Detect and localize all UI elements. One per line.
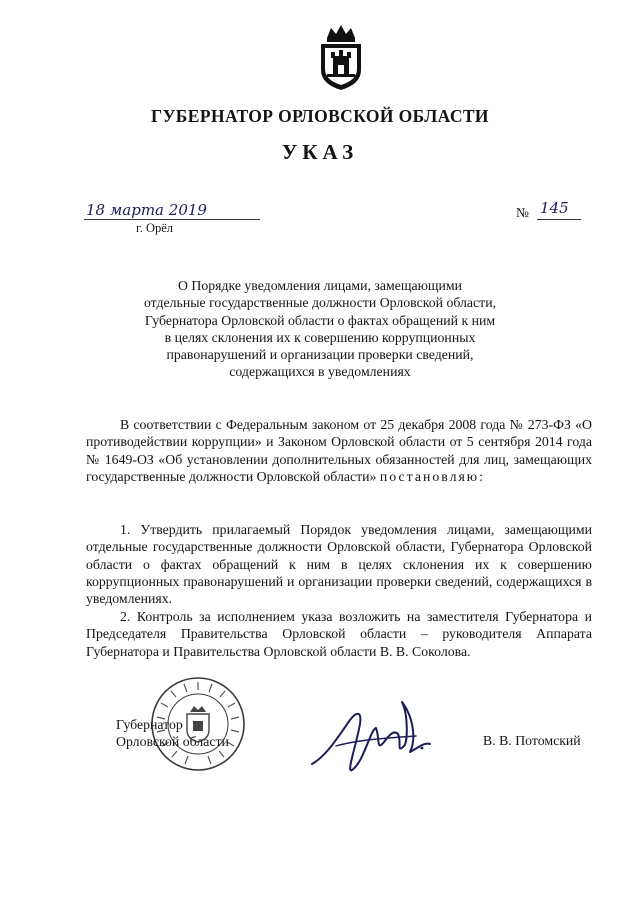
item-2-text: 2. Контроль за исполнением указа возложить на заместителя Губернатора и Председателя Правительства Орловской области – руководителя Аппарата Губернатора и Правительства Орловской области В. В. Соколова.	[86, 609, 592, 659]
position-line: Орловской области	[116, 734, 229, 750]
signatory-name: В. В. Потомский	[483, 733, 581, 748]
handwritten-date: 18 марта 2019	[86, 201, 207, 219]
issuer-title: ГУБЕРНАТОР ОРЛОВСКОЙ ОБЛАСТИ	[151, 106, 489, 126]
place-of-issue: г. Орёл	[136, 221, 174, 235]
date-underline	[84, 219, 260, 220]
decree-item-1	[86, 521, 592, 607]
preamble-text: В соответствии с Федеральным законом от 25 декабря 2008 года № 273-ФЗ «О противодействии коррупции» и Законом Орловской области от 5 сентября 2014 года № 1649-ОЗ «Об установлении дополнительных обязанностей для лиц, замещающих государственные должности Орловской области»	[86, 417, 592, 484]
signatory-position	[116, 716, 229, 751]
decree-keyword: постановляю:	[379, 468, 485, 484]
number-underline	[537, 219, 581, 220]
decree-item-2	[86, 608, 592, 660]
preamble-paragraph	[86, 416, 592, 485]
subject-line: отдельные государственные должности Орловской области,	[143, 295, 497, 311]
item-1-text: 1. Утвердить прилагаемый Порядок уведомления лицами, замещающими отдельные государственные должности Орловской области, Губернатора Орловской области о фактах обращений к ним в целях склонения их к совершению коррупционных правонарушений и организации проверки сведений, содержащихся в уведомлениях.	[86, 522, 592, 607]
subject-line: правонарушений и организации проверки сведений,	[166, 347, 474, 363]
handwritten-number: 145	[540, 199, 569, 217]
document-type: УКАЗ	[281, 140, 359, 164]
subject-line: содержащихся в уведомлениях	[229, 364, 411, 380]
number-label: №	[516, 205, 529, 220]
subject-line: О Порядке уведомления лицами, замещающими	[177, 278, 463, 293]
coat-of-arms-icon	[313, 22, 369, 92]
position-line: Губернатор	[116, 717, 183, 732]
subject-line: Губернатора Орловской области о фактах обращений к ним	[144, 312, 496, 328]
handwritten-signature-icon	[306, 690, 436, 782]
subject-line: в целях склонения их к совершению коррупционных	[164, 329, 476, 345]
decree-subject	[0, 277, 640, 381]
